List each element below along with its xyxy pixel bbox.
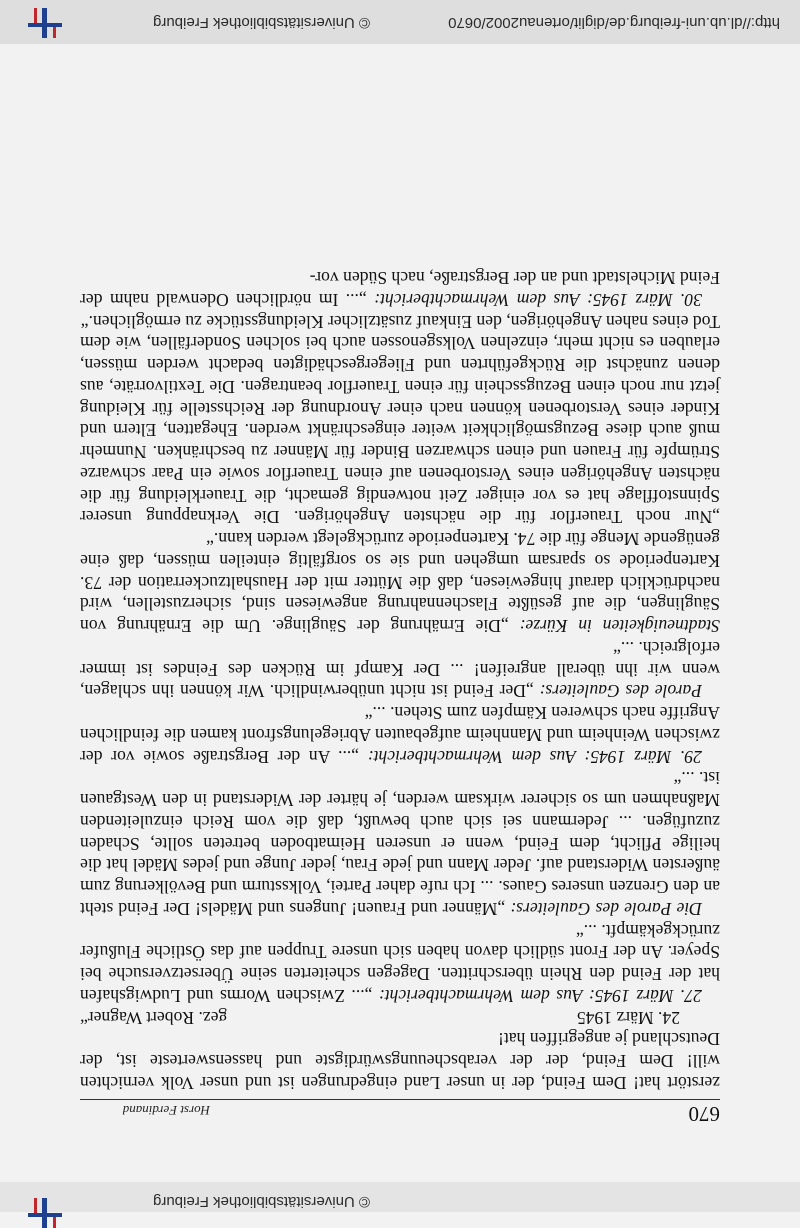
paragraph [80,636,720,701]
paragraph-text: „Die Ernährung der Säuglinge. Um die Ernährung von Säuglingen, die auf gesüßte Flaschennahrung angewiesen sind, sicherzustellen, wird nachdrücklich darauf hingewiesen, daß die Mütter mit der Haushaltzuckerration der 73. Kartenperiode so sparsam umgehen und sie so sorgfältig einteilen müssen, daß eine genügende Menge für die 74. Kartenperiode zurückgelegt werden kann.“ [80,529,720,637]
copyright-label: © Universitätsbibliothek Freiburg [153,14,370,31]
paragraph-lead: 29. März 1945: Aus dem Wehrmachtbericht: [367,746,702,767]
viewer-footer-bar [0,1182,800,1212]
paragraph-text: „... An der Bergstraße sowie vor der zwischen Weinheim und Mannheim aufgebauten Abriegelungsfront kamen die feindlichen Angriffe nach schweren Kämpfen zum Stehen. ...“ [80,703,720,767]
signature-line [80,1006,680,1028]
university-logo-icon-footer [28,1198,62,1228]
header-rule [80,1099,720,1100]
paragraph [80,528,720,637]
paragraph-text: „... Im nördlichen Odenwald nahm der Feind Michelstadt und an der Bergstraße, nach Süden vor- [80,268,720,310]
paragraph [80,267,720,311]
paragraph [80,702,720,767]
signature-name: gez. Robert Wagner“ [80,1007,228,1028]
paragraph [80,919,720,1006]
paragraph-text: „Männer und Frauen! Jungens und Mädels! Der Feind steht an den Grenzen unseres Gaues. ... Ich rufe daher Partei, Volkssturm und Bevölkerung zum äußersten Widerstand auf. Jeder Mann und jede Frau, jeder Junge und jedes Mädel hat die heilige Pflicht, dem Feind, wenn er unseren Heimatboden betreten sollte, Schaden zuzufügen. ... Jedermann sei sich auch bewußt, daß die vom Reich einzuleitenden Maßnahmen um so sicherer wirksam werden, je härter der Widerstand in den Westgauen ist. ...“ [80,768,720,919]
page-number: 670 [688,1102,720,1126]
paragraph-lead: Parole des Gauleiters: [539,681,702,702]
running-head: Horst Ferdinand [122,1103,210,1118]
paragraph-text: „Der Feind ist nicht unüberwindlich. Wir können ihn schlagen, wenn wir ihn überall angreifen! ... Der Kampf im Rücken des Feindes ist immer erfolgreich. ...“ [80,638,720,702]
paragraph [80,767,720,919]
paragraph-lead: Die Parole des Gauleiters: [510,899,702,919]
paragraph-lead: Stadtneuigkeiten in Kürze: [519,616,720,637]
paragraph-lead: 27. März 1945: Aus dem Wehrmachtbericht: [378,986,702,1006]
university-logo-icon [28,8,62,38]
viewer-header-bar [0,0,800,44]
paragraph-text: „... Zwischen Worms und Ludwigshafen hat der Feind den Rhein überschritten. Dagegen scheiterten seine Übersetzversuche bei Speyer. An der Front südlich davon haben sich unsere Truppen auf das Östliche Flußufer zurückgekämpft. ...“ [80,920,720,1006]
page-body-text [80,267,720,1094]
signature-date: 24. März 1945 [576,1007,680,1028]
paragraph-lead: 30. März 1945: Aus dem Wehrmachtbericht: [374,290,702,310]
paragraph: zerstört hat! Dem Feind, der in unser Land eingedrungen ist und unser Volk vernichten will! Dem Feind, der der verabscheuungswürdigste und hassenswerteste ist, der Deutschland je angegriffen hat! [80,1029,720,1093]
paragraph: „Nur noch Trauerflor für die nächsten Angehörigen. Die Verknappung unserer Spinnstofflage hat es vor einiger Zeit notwendig gemacht, die Trauerkleidung für die nächsten Angehörigen eines Verstorbenen auf einen Trauerflor sowie ein Paar schwarze Strümpfe für Frauen und einen schwarzen Binder für Männer zu beschränken. Nunmehr muß auch diese Bezugsmöglichkeit weiter eingeschränkt werden. Ehegatten, Eltern und Kinder eines Verstorbenen können nach einer Anordnung der Reichsstelle für Kleidung jetzt nur noch einen Bezugsschein für einen Trauerflor beantragen. Die Textilvorräte, aus denen zunächst die Rückgeführten und Fliegergeschädigten bedacht werden müssen, erlauben es nicht mehr, einzelnen Volksgenossen auch bei solchen Sonderfällen, wie dem Tod eines nahen Angehörigen, den Einkauf zusätzlicher Kleidungsstücke zu ermöglichen.“ [80,311,720,528]
footer-copyright-label: © Universitätsbibliothek Freiburg [153,1193,370,1210]
url-label[interactable]: http://dl.ub.uni-freiburg.de/diglit/ortenau2002/0670 [448,14,780,31]
